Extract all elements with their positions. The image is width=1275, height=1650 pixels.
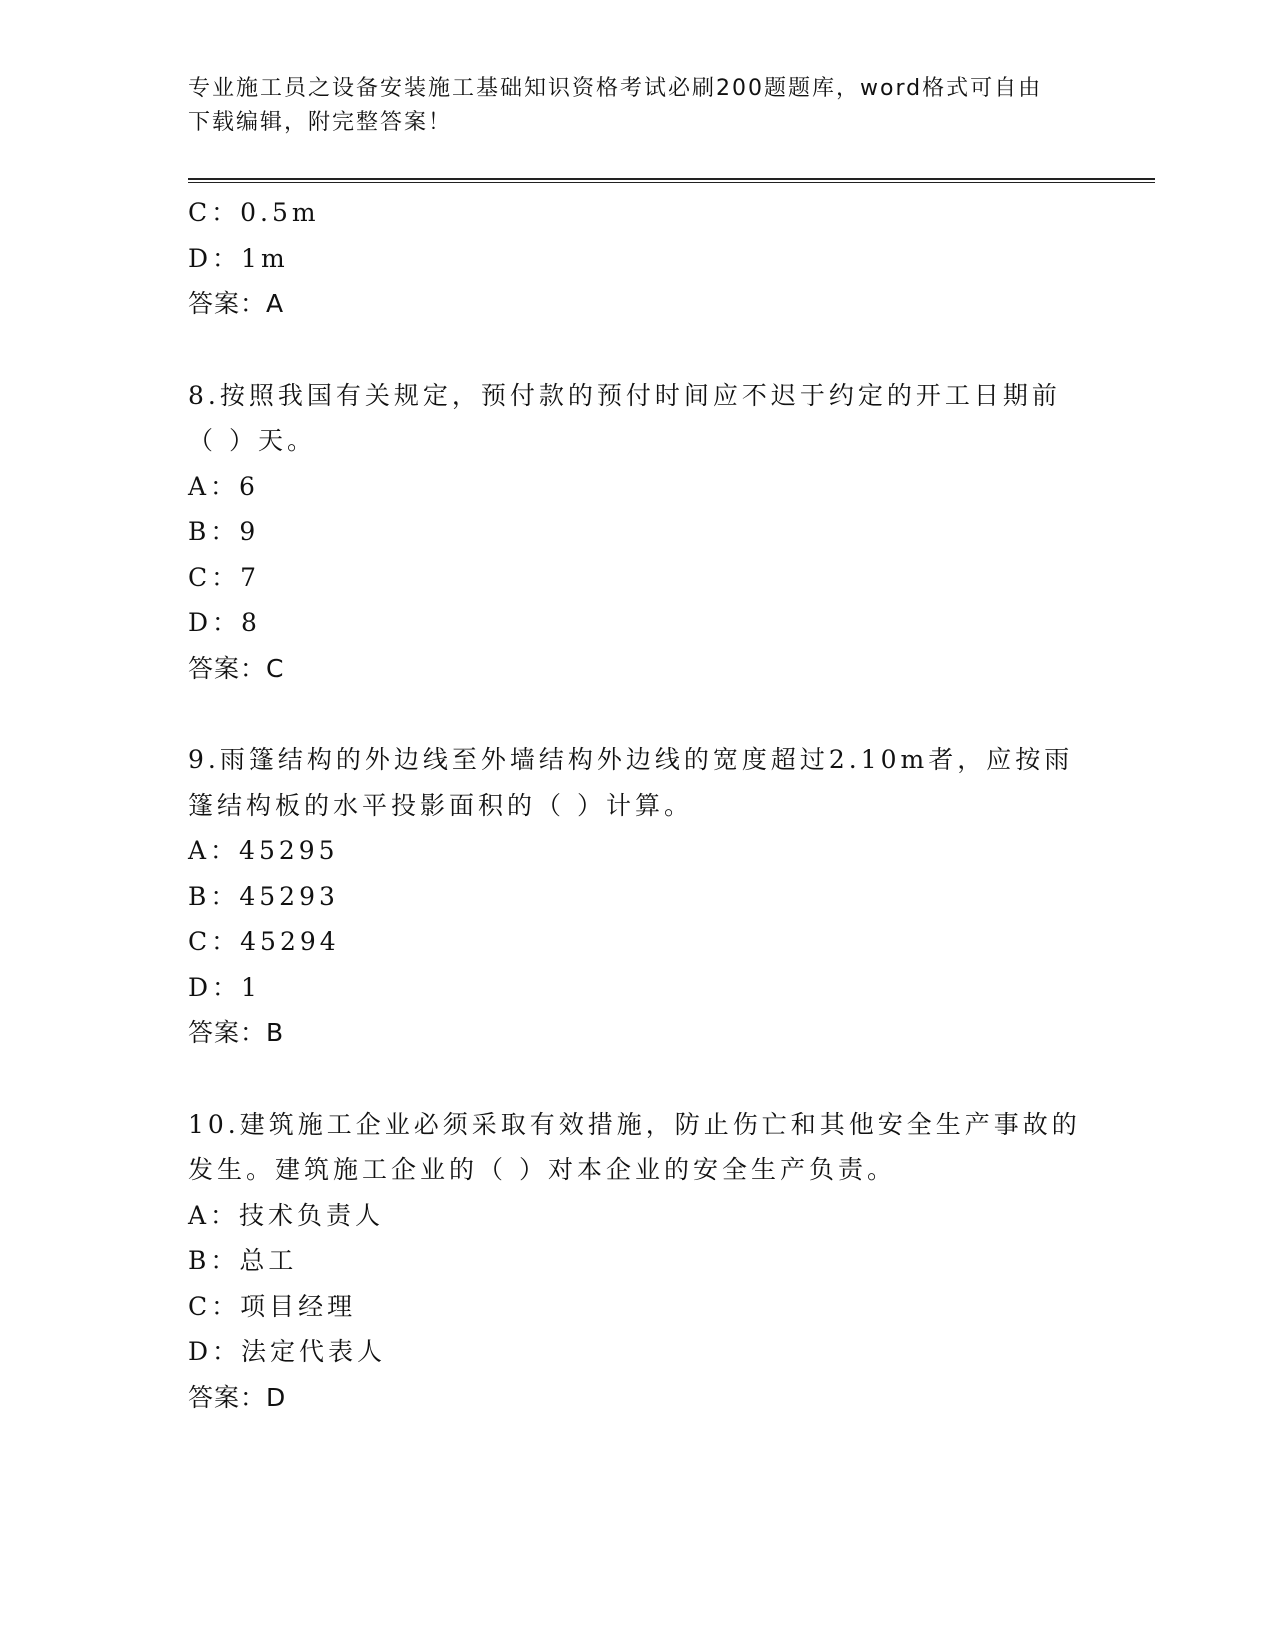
spacer (188, 327, 1088, 373)
option-b: B：9 (188, 517, 260, 546)
question-stem-line-1: 8.按照我国有关规定，预付款的预付时间应不迟于约定的开工日期前 (188, 380, 1061, 410)
option-b: B：总工 (188, 1246, 298, 1275)
option-d: D：1m (188, 243, 289, 273)
answer-line: 答案：A (188, 289, 285, 318)
option-d: D：法定代表人 (188, 1337, 387, 1366)
option-a: A：技术负责人 (188, 1200, 385, 1230)
spacer (188, 1056, 1088, 1102)
question-stem-line-2: 发生。建筑施工企业的（ ）对本企业的安全生产负责。 (188, 1155, 896, 1184)
question-stem-line-2: 篷结构板的水平投影面积的（ ）计算。 (188, 790, 693, 820)
header-line-1: 专业施工员之设备安装施工基础知识资格考试必刷200题题库，word格式可自由 (188, 76, 1043, 101)
header-divider-thick (188, 178, 1155, 180)
document-body (188, 190, 1088, 1420)
option-c: C：45294 (188, 927, 340, 956)
question-10 (188, 1102, 1088, 1421)
document-header (188, 72, 1068, 140)
option-b: B：45293 (188, 881, 339, 911)
option-d: D：8 (188, 608, 261, 637)
option-c: C：0.5m (188, 198, 320, 227)
option-c: C：7 (188, 562, 261, 592)
question-9 (188, 737, 1088, 1056)
question-8 (188, 373, 1088, 692)
question-stem-line-1: 9.雨篷结构的外边线至外墙结构外边线的宽度超过2.10m者，应按雨 (188, 745, 1074, 774)
option-a: A：45295 (188, 836, 339, 865)
header-divider-thin (188, 182, 1155, 183)
answer-line: 答案：C (188, 653, 285, 683)
option-a: A：6 (188, 471, 259, 501)
option-d: D：1 (188, 972, 261, 1002)
question-7-continued (188, 190, 1088, 327)
answer-line: 答案：B (188, 1018, 285, 1047)
question-stem-line-1: 10.建筑施工企业必须采取有效措施，防止伤亡和其他安全生产事故的 (188, 1109, 1081, 1139)
answer-line: 答案：D (188, 1382, 287, 1412)
header-line-2: 下载编辑，附完整答案！ (188, 110, 453, 135)
spacer (188, 691, 1088, 737)
question-stem-line-2: （ ）天。 (188, 426, 316, 455)
option-c: C：项目经理 (188, 1291, 357, 1321)
